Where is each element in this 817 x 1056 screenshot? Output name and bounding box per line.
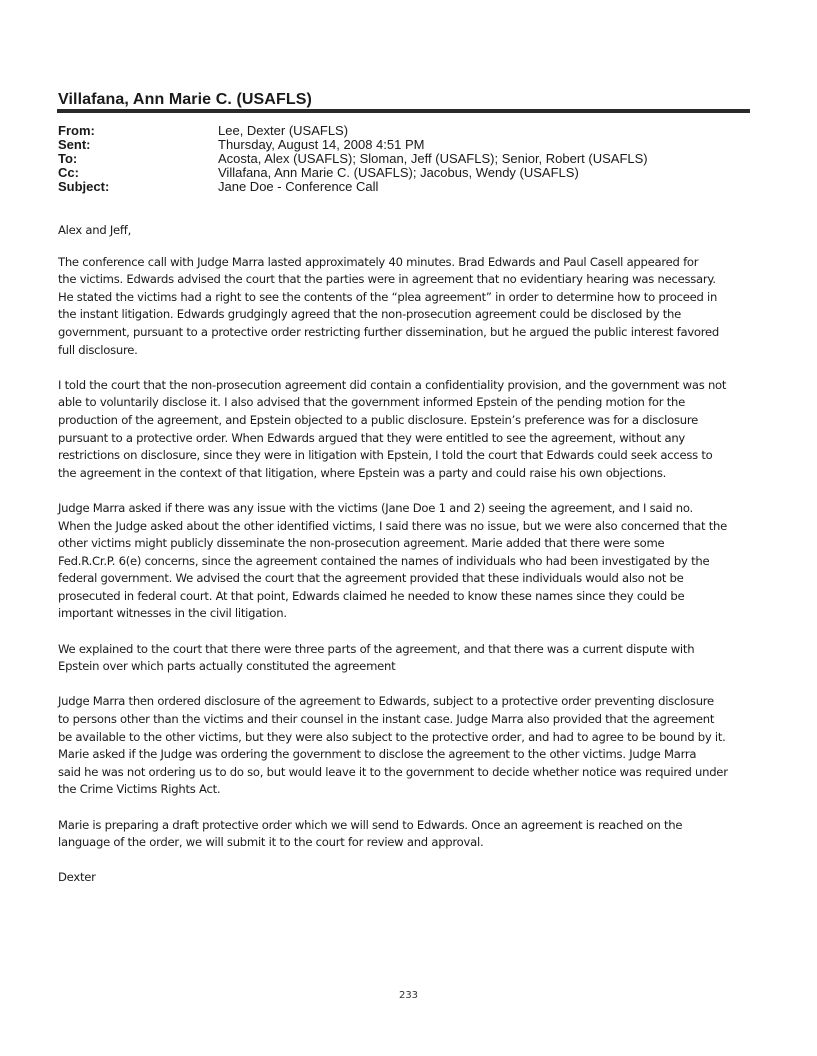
header-subject xyxy=(58,180,648,194)
header-sent xyxy=(58,138,648,152)
body-paragraph: Marie is preparing a draft protective order which we will send to Edwards. Once an agreement is reached on the language of the order, we will submit it to the court for review and approval. xyxy=(58,817,683,850)
header-value: Jane Doe - Conference Call xyxy=(218,179,379,194)
body-paragraph: Judge Marra then ordered disclosure of the agreement to Edwards, subject to a protective order preventing disclosure to persons other than the victims and their counsel in the instant case. Judge Marra also provided that the agreement be available to the other victims, but they were also subject to the protective order, and had to agree to be bound by it. Marie asked if the Judge was ordering the government to disclose the agreement to the other victims. Judge Marra said he was not ordering us to do so, but would leave it to the government to decide whether notice was required under the Crime Victims Rights Act. xyxy=(58,694,728,797)
header-from xyxy=(58,124,648,138)
header-value: Lee, Dexter (USAFLS) xyxy=(218,123,349,138)
email-greeting: Alex and Jeff, xyxy=(58,223,132,237)
header-label: Sent: xyxy=(58,137,91,152)
header-cc xyxy=(58,166,648,180)
header-label: Subject: xyxy=(58,179,110,194)
header-value: Thursday, August 14, 2008 4:51 PM xyxy=(218,137,425,152)
header-value: Villafana, Ann Marie C. (USAFLS); Jacobus, Wendy (USAFLS) xyxy=(218,165,579,180)
mailbox-owner-title: Villafana, Ann Marie C. (USAFLS) xyxy=(58,91,312,108)
email-signature: Dexter xyxy=(58,870,96,885)
header-to xyxy=(58,152,648,166)
body-paragraph: I told the court that the non-prosecution agreement did contain a confidentiality provision, and the government was not able to voluntarily disclose it. I also advised that the government informed Epstein of the pending motion for the production of the agreement, and Epstein objected to a public disclosure. Epstein’s preference was for a disclosure pursuant to a protective order. When Edwards argued that they were entitled to see the agreement, without any restrictions on disclosure, since they were in litigation with Epstein, I told the court that Edwards could seek access to the agreement in the context of that litigation, where Epstein was a party and could raise his own objections. xyxy=(58,377,727,480)
header-label: From: xyxy=(58,123,95,138)
body-paragraph: The conference call with Judge Marra lasted approximately 40 minutes. Brad Edwards and Paul Casell appeared for the victims. Edwards advised the court that the parties were in agreement that no evidentiary hearing was necessary. He stated the victims had a right to see the contents of the “plea agreement” in order to determine how to proceed in the instant litigation. Edwards grudgingly agreed that the non-prosecution agreement could be disclosed by the government, pursuant to a protective order restricting further dissemination, but he argued the public interest favored full disclosure. xyxy=(58,254,720,357)
body-paragraph: We explained to the court that there were three parts of the agreement, and that there was a current dispute with Epstein over which parts actually constituted the agreement xyxy=(58,641,695,674)
page-number: 233 xyxy=(398,990,419,1001)
body-paragraph: Judge Marra asked if there was any issue with the victims (Jane Doe 1 and 2) seeing the agreement, and I said no. When the Judge asked about the other identified victims, I said there was no issue, but we were also concerned that the other victims might publicly disseminate the non-prosecution agreement. Marie added that there were some Fed.R.Cr.P. 6(e) concerns, since the agreement contained the names of individuals who had been investigated by the federal government. We advised the court that the agreement provided that these individuals would also not be prosecuted in federal court. At that point, Edwards claimed he needed to know these names since they could be important witnesses in the civil litigation. xyxy=(58,500,727,621)
header-label: Cc: xyxy=(58,165,79,180)
header-divider xyxy=(57,109,750,113)
email-body xyxy=(58,222,758,887)
header-value: Acosta, Alex (USAFLS); Sloman, Jeff (USAFLS); Senior, Robert (USAFLS) xyxy=(218,151,648,166)
header-label: To: xyxy=(58,151,78,166)
email-headers xyxy=(58,124,648,194)
